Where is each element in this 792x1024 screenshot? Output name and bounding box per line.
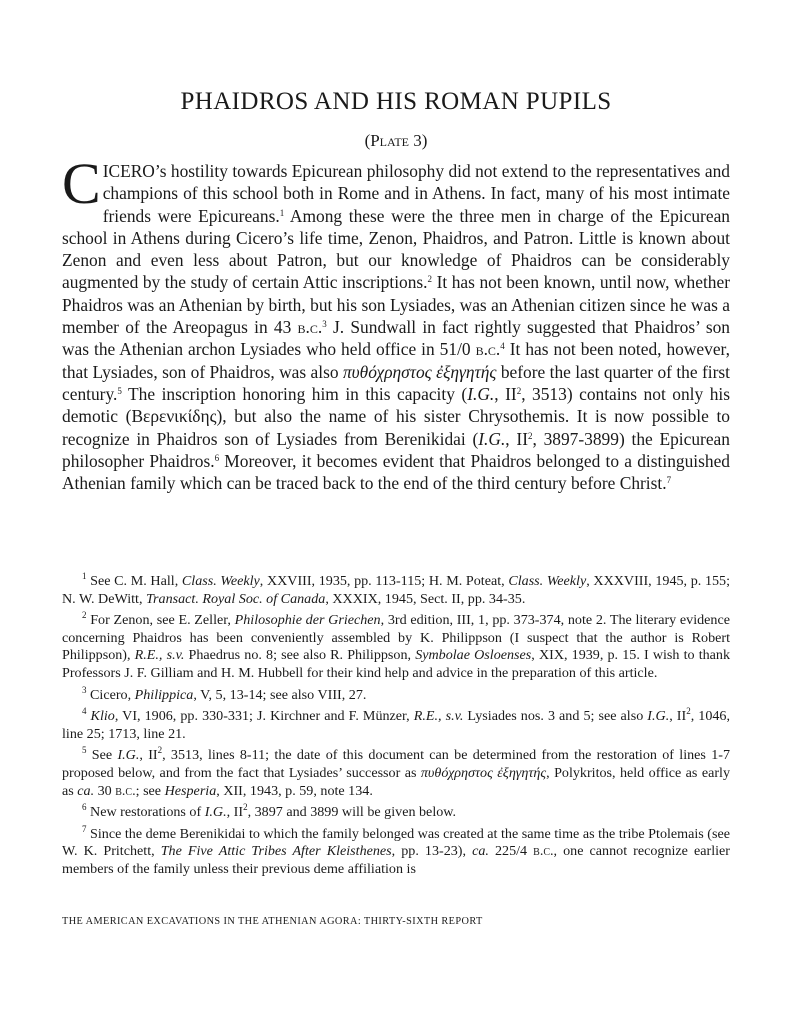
drop-cap: C (62, 151, 101, 216)
main-paragraph: CICERO’s hostility towards Epicurean philosophy did not extend to the representatives and champions of this school both in Rome and in Athens. In fact, many of his most intimate friends were Epicureans.$^1$ Among these were the three men in charge of the Epicurean school in Athens during Cicero’s life time, Zenon, Phaidros, and Patron. Little is known about Zenon and even less about Patron, but our knowledge of Phaidros can be considerably augmented by the study of certain Attic inscriptions.$^2$ It has not been known, until now, whether Phaidros was an Athenian by birth, but his son Lysiades, was an Athenian citizen since he was a member of the Areopagus in 43 b.c.$^3$ J. Sundwall in fact rightly suggested that Phaidros’ son was the Athenian archon Lysiades who held office in 51/0 b.c.$^4$ It has not been noted, however, that Lysiades, son of Phaidros, was also πυθόχρηστος ἐξηγητής before the last quarter of the first century.$^5$ The inscription honoring him in this capacity (I.G., $II^2$, 3513) contains not only his demotic (Βερενικίδης), but also the name of his sister Chrysothemis. It is now possible to recognize in Phaidros son of Lysiades from Berenikidai (I.G., $II^2$, 3897-3899) the Epicurean philosopher Phaidros.$^6$ Moreover, it becomes evident that Phaidros belonged to a distinguished Athenian family which can be traced back to the end of the third century before Christ.$^7$ (62, 151, 731, 494)
footnote-2: $^2$ For Zenon, see E. Zeller, Philosophie der Griechen, 3rd edition, III, 1, pp. 373-374, note 2. The literary evidence concerning Phaidros has been conveniently assembled by K. Philippson (I suspect that the author is Robert Philippson), R.E., s.v. Phaedrus no. 8; see also R. Philippson, Symbolae Osloenses, XIX, 1939, p. 15. I wish to thank Professors J. F. Gilliam and H. M. Hubbell for their kind help and advice in the preparation of this article. (62, 610, 731, 681)
footnote-1: $^1$ See C. M. Hall, Class. Weekly, XXVIII, 1935, pp. 113-115; H. M. Poteat, Class. Weekly, XXXVIII, 1945, p. 155; N. W. DeWitt, Transact. Royal Soc. of Canada, XXXIX, 1945, Sect. II, pp. 34-35. (62, 571, 730, 607)
footnote-7: $^7$ Since the deme Berenikidai to which the family belonged was created at the same time as the tribe Ptolemais (see W. K. Pritchett, The Five Attic Tribes After Kleisthenes, pp. 13-23), ca. 225/4 b.c., one cannot recognize earlier members of the family unless their previous deme affiliation is (62, 823, 730, 877)
footnote-ref[interactable]: 3 (322, 319, 327, 330)
greek-term: πυθόχρηστος ἐξηγητής (342, 361, 497, 382)
plate-reference: (Plate 3) (364, 131, 428, 150)
footnote-ref[interactable]: 4 (500, 341, 505, 352)
greek-demotic: Βερενικίδης (131, 406, 217, 427)
footnote-ref[interactable]: 5 (117, 385, 122, 396)
footnote-3: $^3$ Cicero, Philippica, V, 5, 13-14; see also VIII, 27. (82, 684, 367, 703)
footnote-5: $^5$ See I.G., $II^2$, 3513, lines 8-11; the date of this document can be determined from the restoration of lines 1-7 proposed below, and from the fact that Lysiades’ successor as πυθόχρηστος ἐξηγητής, Polykritos, held office as early as ca. 30 b.c.; see Hesperia, XII, 1943, p. 59, note 134. (62, 745, 731, 799)
footnote-4: $^4$ Klio, VI, 1906, pp. 330-331; J. Kirchner and F. Münzer, R.E., s.v. Lysiades nos. 3 and 5; see also I.G., $II^2$, 1046, line 25; 1713, line 21. (62, 706, 730, 742)
footnote-ref[interactable]: 6 (214, 452, 220, 463)
footnote-ref[interactable]: 1 (279, 207, 285, 218)
footnote-ref[interactable]: 2 (427, 274, 433, 285)
footnote-ref[interactable]: 7 (666, 475, 672, 486)
article-title: PHAIDROS AND HIS ROMAN PUPILS (180, 88, 612, 115)
running-footer: THE AMERICAN EXCAVATIONS IN THE ATHENIAN AGORA: THIRTY-SIXTH REPORT (62, 916, 483, 927)
footnote-6: $^6$ New restorations of I.G., $II^2$, 3897 and 3899 will be given below. (82, 802, 457, 821)
footnotes (62, 573, 730, 883)
